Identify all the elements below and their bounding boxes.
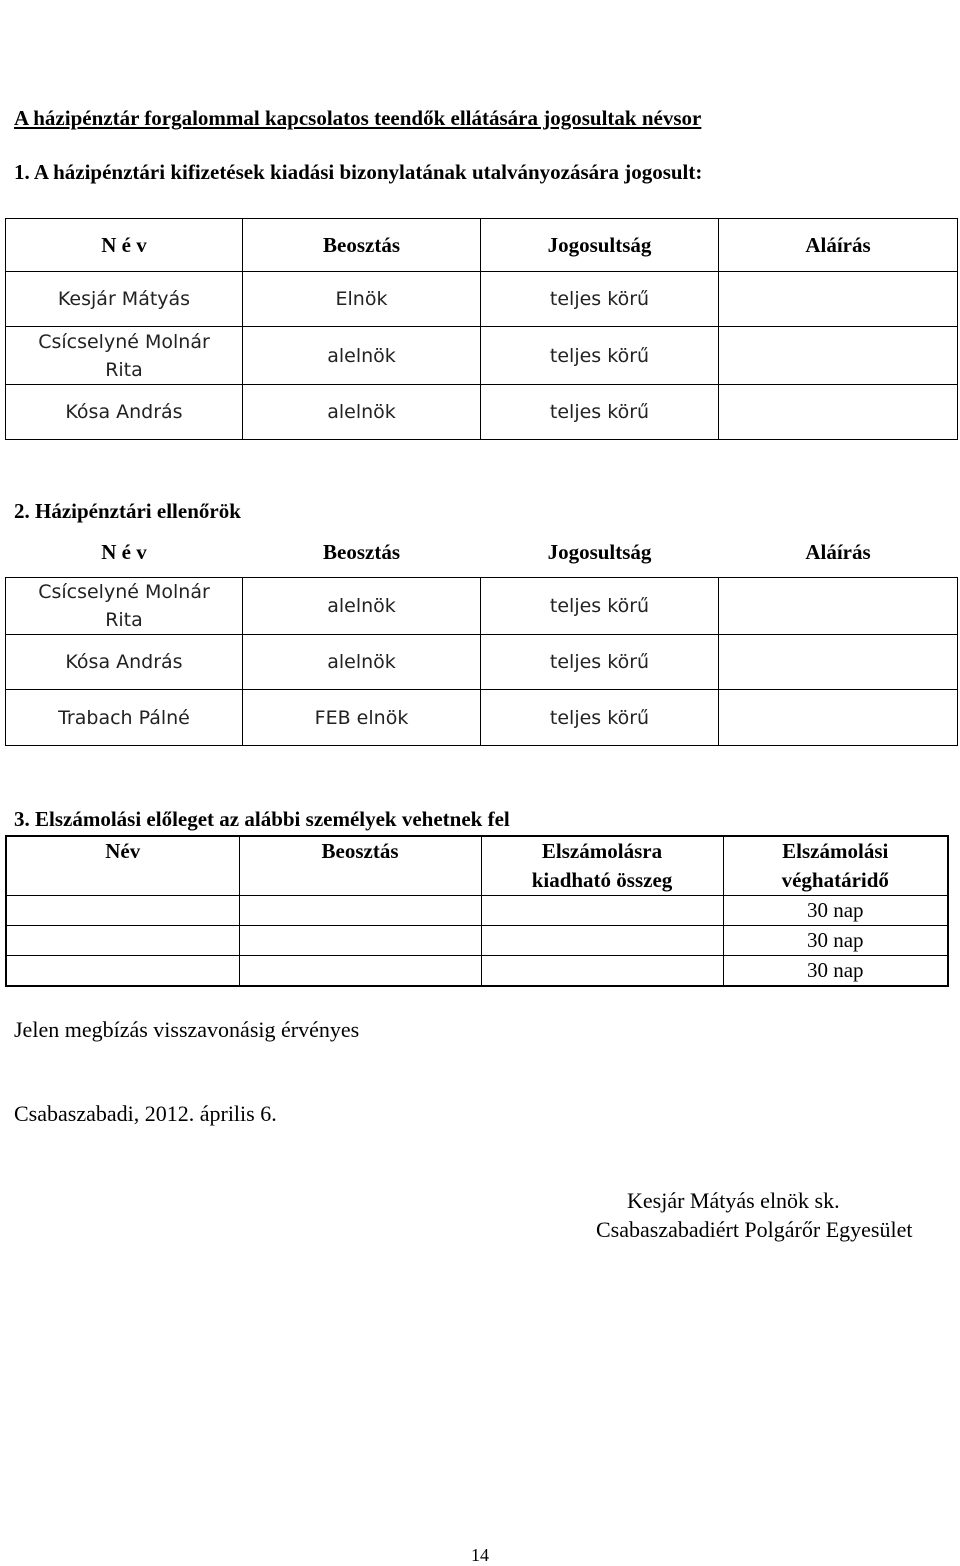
cell-position: alelnök [243,385,481,440]
cell-amount [481,896,723,926]
cell-name: Kósa András [6,385,243,440]
cell-name: Kósa András [6,635,243,690]
table-row [6,690,958,746]
cell-signature [719,272,958,327]
table-row [6,956,948,987]
advance-table [5,835,949,987]
cell-deadline: 30 nap [723,926,948,956]
cell-amount [481,956,723,987]
header-position: Beosztás [239,836,481,896]
validity-statement: Jelen megbízás visszavonásig érvényes [14,1017,360,1042]
cell-name: Csícselyné Molnár Rita [6,578,243,635]
header-signature: Aláírás [719,219,958,272]
signature-name: Kesjár Mátyás elnök sk. [627,1188,840,1213]
cell-authority: teljes körű [481,327,719,385]
table-header-row [6,527,958,578]
cell-amount [481,926,723,956]
cell-position: alelnök [243,578,481,635]
section1-heading: 1. A házipénztári kifizetések kiadási bizonylatának utalványozására jogosult: [14,160,703,184]
table-row [6,896,948,926]
table-header-row [6,836,948,896]
cell-deadline: 30 nap [723,956,948,987]
table-row [6,578,958,635]
cell-name [6,926,239,956]
document-title: A házipénztár forgalommal kapcsolatos teendők ellátására jogosultak névsor [14,106,702,130]
cell-signature [719,385,958,440]
controllers-table [5,527,958,746]
cell-authority: teljes körű [481,635,719,690]
cell-signature [719,578,958,635]
cell-authority: teljes körű [481,690,719,746]
header-signature: Aláírás [719,527,958,578]
cell-authority: teljes körű [481,385,719,440]
header-authority: Jogosultság [481,527,719,578]
table-header-row [6,219,958,272]
cell-name: Trabach Pálné [6,690,243,746]
cell-signature [719,635,958,690]
cell-name [6,956,239,987]
table-row [6,327,958,385]
header-authority: Jogosultság [481,219,719,272]
header-name: Név [6,836,239,896]
table-row [6,385,958,440]
table-row [6,926,948,956]
page-number: 14 [471,1545,489,1565]
header-name: N é v [6,527,243,578]
cell-position: Elnök [243,272,481,327]
cell-name: Csícselyné Molnár Rita [6,327,243,385]
cell-position: alelnök [243,635,481,690]
header-position: Beosztás [243,527,481,578]
cell-name [6,896,239,926]
cell-signature [719,690,958,746]
section3-heading: 3. Elszámolási előleget az alábbi személyek vehetnek fel [14,807,510,831]
signature-organization: Csabaszabadiért Polgárőr Egyesület [596,1217,913,1242]
cell-signature [719,327,958,385]
header-name: N é v [6,219,243,272]
cell-position [239,926,481,956]
cell-authority: teljes körű [481,578,719,635]
cell-position: alelnök [243,327,481,385]
header-amount: Elszámolásra kiadható összeg [481,836,723,896]
table-row [6,635,958,690]
cell-authority: teljes körű [481,272,719,327]
cell-deadline: 30 nap [723,896,948,926]
header-position: Beosztás [243,219,481,272]
cell-name: Kesjár Mátyás [6,272,243,327]
cell-position: FEB elnök [243,690,481,746]
table-row [6,272,958,327]
cell-position [239,956,481,987]
cell-position [239,896,481,926]
authorizers-table [5,218,958,440]
header-deadline: Elszámolási véghatáridő [723,836,948,896]
section2-heading: 2. Házipénztári ellenőrök [14,499,241,523]
place-and-date: Csabaszabadi, 2012. április 6. [14,1101,277,1126]
